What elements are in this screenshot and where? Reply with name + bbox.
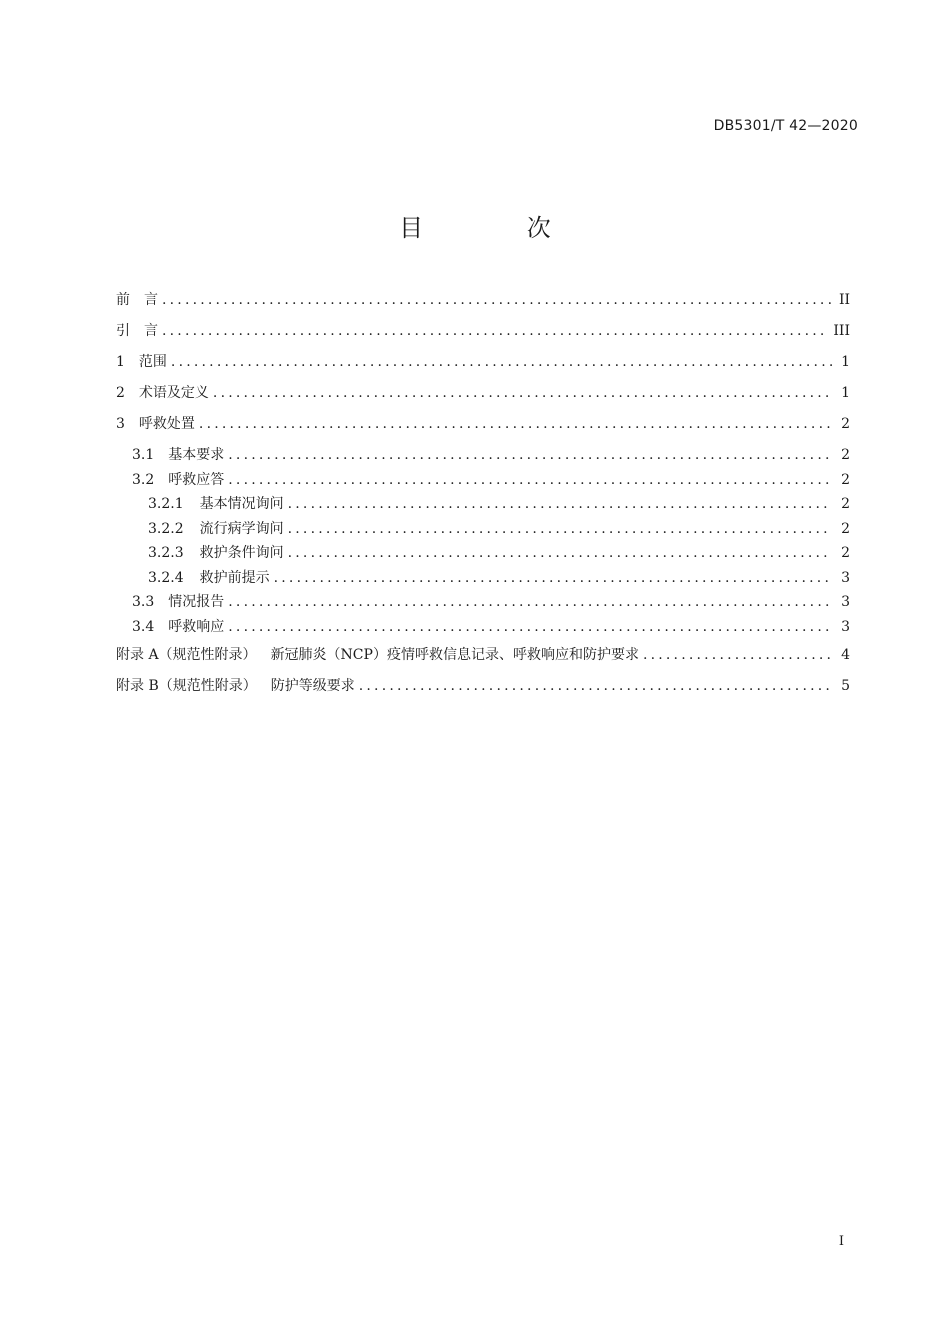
toc-leader-dots: [162, 319, 827, 343]
toc-label: 前 言: [116, 292, 158, 308]
toc-entry-3-2-1[interactable]: [116, 492, 850, 517]
toc-leader-dots: [274, 566, 832, 590]
toc-entry-appendix-a[interactable]: [116, 643, 850, 674]
toc-page: 4: [841, 647, 850, 663]
toc-number: 3.4: [132, 618, 155, 635]
toc-page: 2: [841, 447, 850, 463]
toc-entry-foreword[interactable]: [116, 288, 850, 319]
toc-page: 1: [841, 385, 850, 401]
toc-leader-dots: [213, 381, 832, 405]
toc-leader-dots: [228, 468, 832, 492]
toc-label: 情况报告: [168, 594, 225, 610]
toc-entry-3-3[interactable]: [116, 590, 850, 615]
toc-leader-dots: [288, 541, 832, 565]
toc-entry-3-2-2[interactable]: [116, 517, 850, 542]
toc-number: 3.3: [132, 594, 155, 610]
toc-number: 3.2.1: [148, 496, 184, 512]
toc-entry-3-2-3[interactable]: [116, 541, 850, 566]
toc-entry-2[interactable]: [116, 381, 850, 412]
toc-page: III: [833, 323, 850, 339]
toc-page: 3: [841, 594, 850, 610]
toc-page: 2: [841, 416, 850, 432]
toc-leader-dots: [359, 674, 832, 698]
toc-page: 5: [841, 678, 850, 694]
toc-entry-1[interactable]: [116, 350, 850, 381]
toc-page: 2: [841, 496, 850, 512]
page-number: I: [838, 1234, 844, 1249]
toc-label: 呼救应答: [168, 471, 225, 488]
toc-label: 呼救处置: [138, 416, 195, 432]
toc-entry-appendix-b[interactable]: [116, 674, 850, 705]
toc-page: 2: [841, 520, 850, 537]
toc-label: 基本要求: [168, 447, 225, 463]
toc-entry-3[interactable]: [116, 412, 850, 443]
toc-label: 救护前提示: [199, 569, 270, 586]
toc-page: 1: [841, 354, 850, 370]
toc-leader-dots: [288, 517, 832, 541]
toc-leader-dots: [199, 412, 832, 436]
toc-entry-3-2[interactable]: [116, 468, 850, 493]
toc-label: 防护等级要求: [270, 678, 355, 694]
toc-entry-3-2-4[interactable]: [116, 566, 850, 591]
toc-number: 3.2: [132, 471, 155, 488]
toc-label: 基本情况询问: [199, 496, 284, 512]
toc-leader-dots: [162, 288, 832, 312]
table-of-contents: [116, 288, 850, 705]
toc-label: 范围: [138, 354, 167, 370]
toc-number: 3.1: [132, 447, 155, 463]
toc-number: 2: [116, 385, 125, 401]
toc-label: 流行病学询问: [199, 520, 284, 537]
toc-number: 3.2.2: [148, 520, 184, 537]
toc-label: 引 言: [116, 323, 158, 339]
toc-leader-dots: [228, 615, 832, 639]
toc-page: 3: [841, 618, 850, 635]
toc-label: 呼救响应: [168, 618, 225, 635]
toc-leader-dots: [171, 350, 832, 374]
toc-leader-dots: [643, 643, 832, 667]
toc-entry-introduction[interactable]: [116, 319, 850, 350]
toc-label: 新冠肺炎（NCP）疫情呼救信息记录、呼救响应和防护要求: [270, 647, 639, 663]
toc-number: 附录 A（规范性附录）: [116, 647, 257, 663]
toc-number: 附录 B（规范性附录）: [116, 678, 257, 694]
document-id: DB5301/T 42—2020: [713, 118, 858, 134]
toc-label: 救护条件询问: [199, 545, 284, 561]
page-title: 目 次: [399, 214, 599, 242]
toc-entry-3-4[interactable]: [116, 615, 850, 640]
toc-number: 3.2.4: [148, 569, 184, 586]
toc-page: II: [838, 292, 850, 308]
toc-number: 3: [116, 416, 125, 432]
toc-number: 3.2.3: [148, 545, 184, 561]
toc-page: 2: [841, 471, 850, 488]
toc-label: 术语及定义: [138, 385, 209, 401]
toc-page: 3: [841, 569, 850, 586]
toc-leader-dots: [228, 443, 832, 467]
toc-number: 1: [116, 354, 125, 370]
toc-leader-dots: [228, 590, 832, 614]
toc-page: 2: [841, 545, 850, 561]
toc-entry-3-1[interactable]: [116, 443, 850, 468]
toc-leader-dots: [288, 492, 832, 516]
